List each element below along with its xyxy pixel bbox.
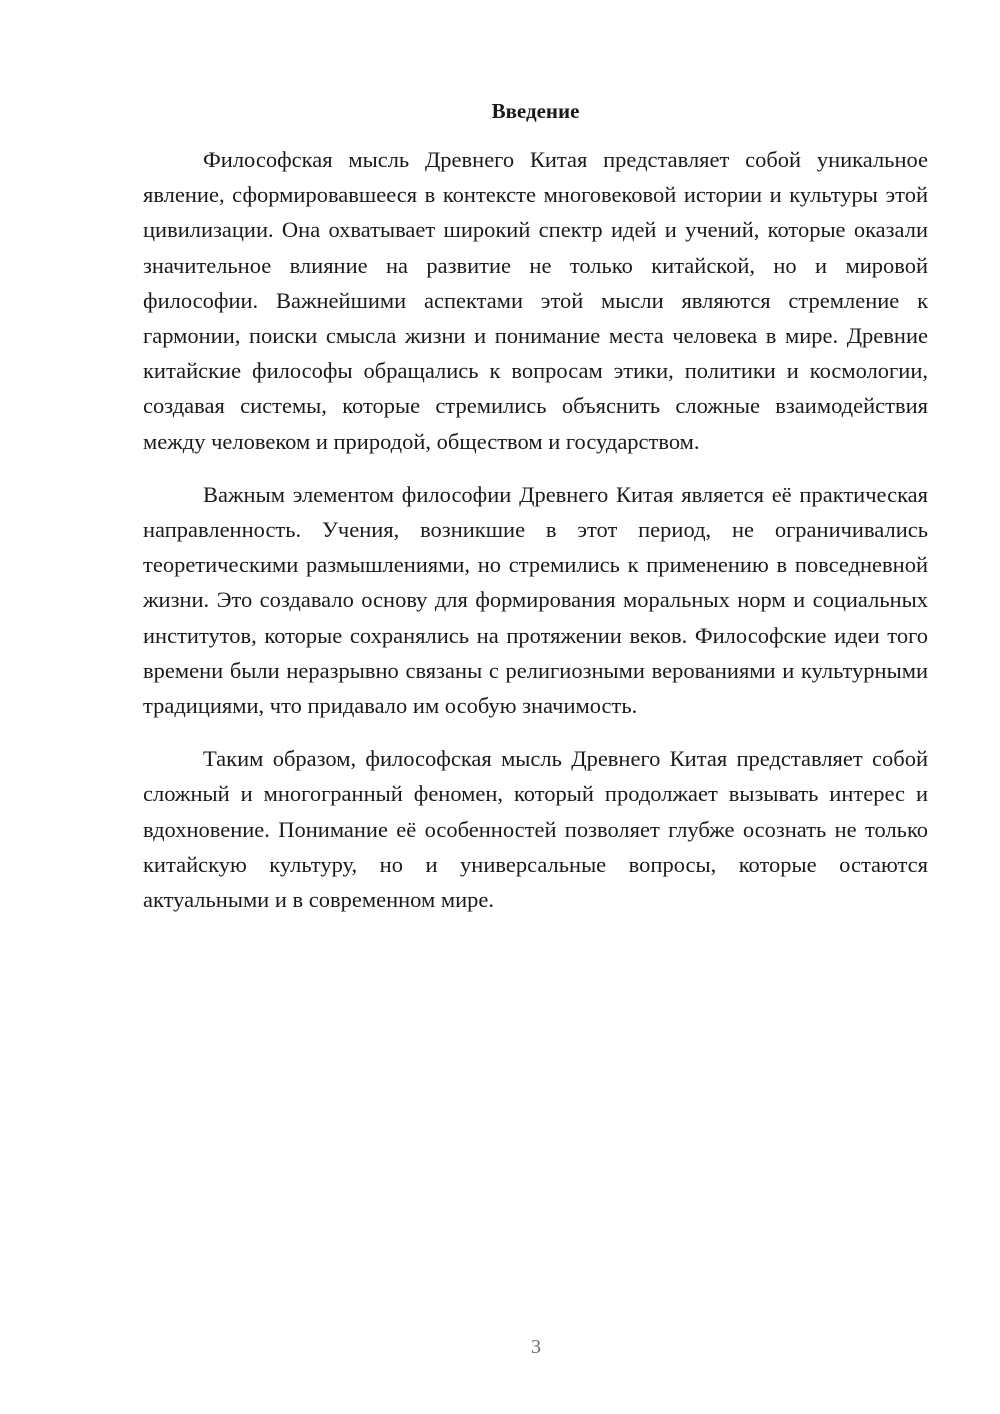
paragraph-3: Таким образом, философская мысль Древнего Китая представляет собой сложный и многогранный феномен, который продолжает вызывать интерес и вдохновение. Понимание её особенностей позволяет глубже осознать не только китайскую культуру, но и универсальные вопросы, которые остаются актуальными и в современном мире. (143, 746, 928, 913)
page-number: 3 (531, 1336, 541, 1358)
paragraph-2: Важным элементом философии Древнего Китая является её практическая направленность. Учения, возникшие в этот период, не ограничивались теоретическими размышлениями, но стремились к применению в повседневной жизни. Это создавало основу для формирования моральных норм и социальных институтов, которые сохранялись на протяжении веков. Философские идеи того времени были неразрывно связаны с религиозными верованиями и культурными традициями, что придавало им особую значимость. (143, 481, 928, 719)
paragraph-1: Философская мысль Древнего Китая представляет собой уникальное явление, сформировавшееся в контексте многовековой истории и культуры этой цивилизации. Она охватывает широкий спектр идей и учений, которые оказали значительное влияние на развитие не только китайской, но и мировой философии. Важнейшими аспектами этой мысли являются стремление к гармонии, поиски смысла жизни и понимание места человека в мире. Древние китайские философы обращались к вопросам этики, политики и космологии, создавая системы, которые стремились объяснить сложные взаимодействия между человеком и природой, обществом и государством. (143, 147, 928, 454)
body-text (143, 142, 928, 917)
page-title: Введение (491, 99, 580, 123)
